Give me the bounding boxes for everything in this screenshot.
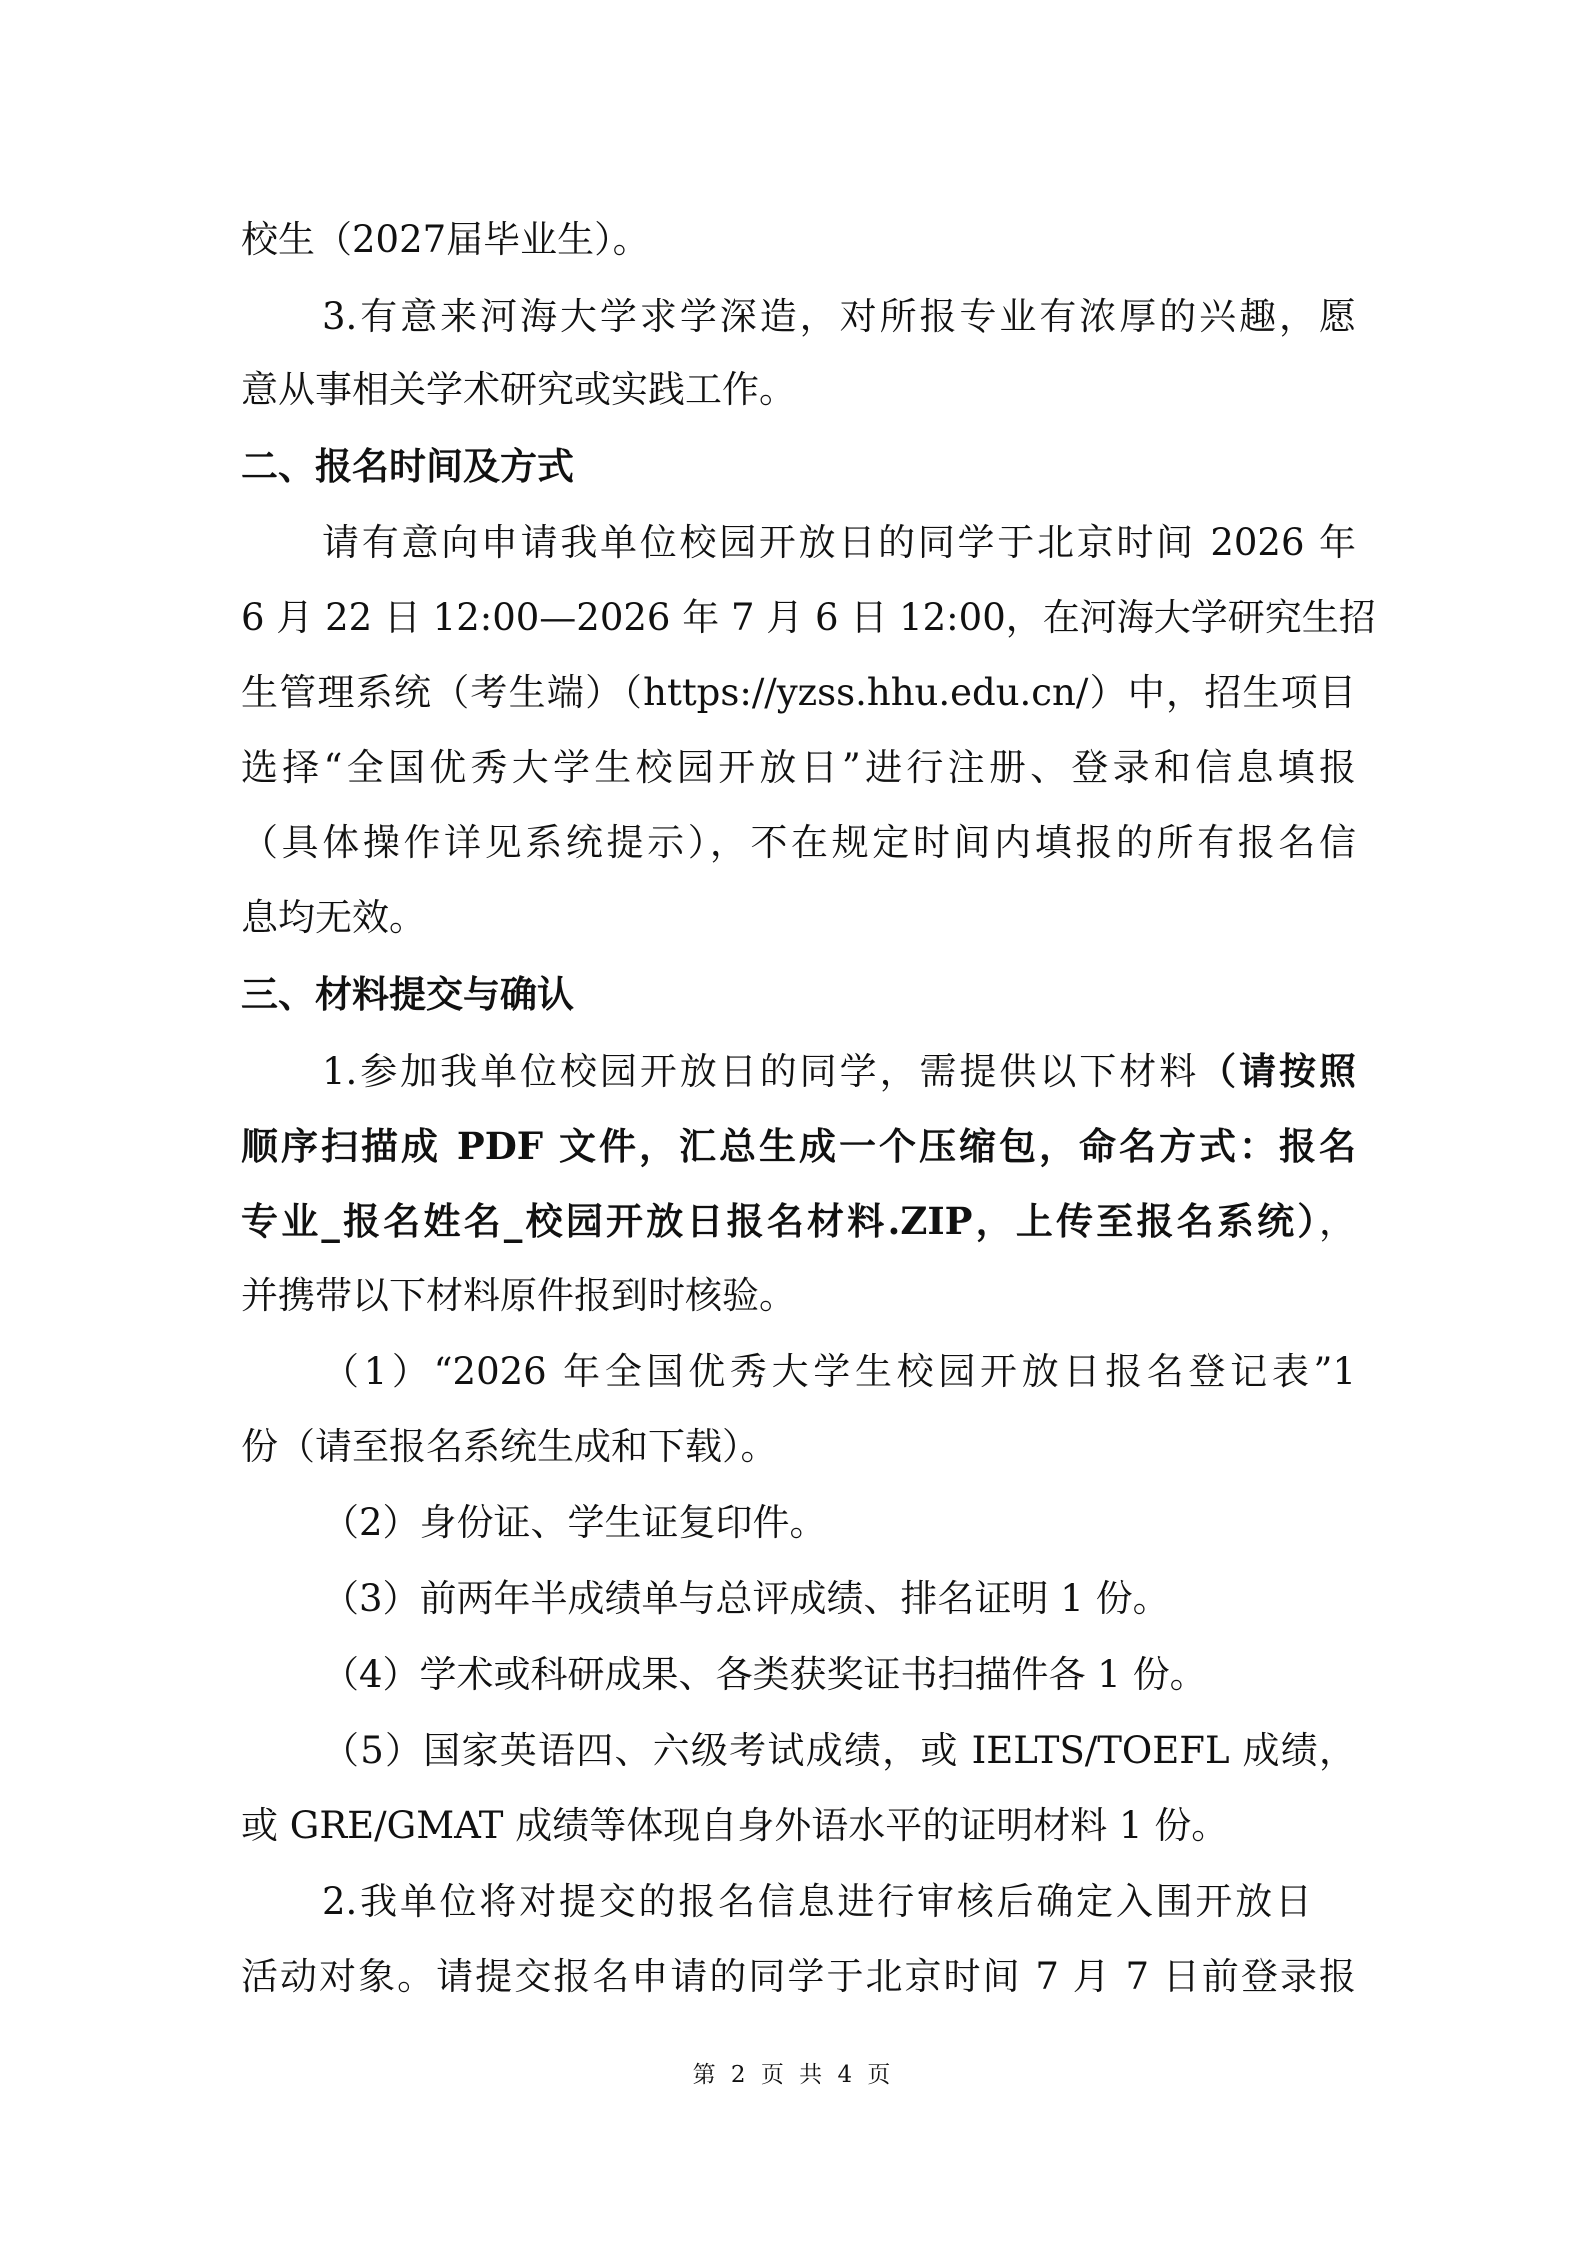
- body-text: 1.参加我单位校园开放日的同学，需提供以下材料: [322, 1050, 1200, 1093]
- section-heading-materials: 三、材料提交与确认: [241, 972, 574, 1016]
- material-item-1: （1）“2026 年全国优秀大学生校园开放日报名登记表”1: [322, 1350, 1356, 1393]
- page-footer: 第 2 页 共 4 页: [692, 2062, 895, 2088]
- body-text: ，: [1319, 1200, 1356, 1243]
- body-line: 请有意向申请我单位校园开放日的同学于北京时间 2026 年: [322, 521, 1356, 564]
- bold-instruction: 顺序扫描成 PDF 文件，汇总生成一个压缩包，命名方式：报名: [241, 1124, 1356, 1168]
- body-line: 息均无效。: [241, 896, 426, 939]
- section-heading-registration: 二、报名时间及方式: [241, 444, 574, 488]
- material-item-4: （4）学术或科研成果、各类获奖证书扫描件各 1 份。: [322, 1653, 1207, 1696]
- body-line: 6 月 22 日 12:00—2026 年 7 月 6 日 12:00，在河海大学研究生招: [241, 596, 1376, 639]
- materials-naming-line: [241, 1196, 1356, 1247]
- material-item-2: （2）身份证、学生证复印件。: [322, 1501, 827, 1544]
- body-line: 并携带以下材料原件报到时核验。: [241, 1274, 796, 1317]
- body-line: 校生（2027届毕业生）。: [241, 218, 650, 261]
- requirement-3: 3.有意来河海大学求学深造，对所报专业有浓厚的兴趣，愿: [322, 295, 1356, 338]
- material-item-3: （3）前两年半成绩单与总评成绩、排名证明 1 份。: [322, 1577, 1170, 1620]
- bold-instruction: （请按照: [1199, 1049, 1356, 1093]
- body-line: 生管理系统（考生端）（https://yzss.hhu.edu.cn/）中，招生项目: [241, 671, 1356, 714]
- body-line: 活动对象。请提交报名申请的同学于北京时间 7 月 7 日前登录报: [241, 1955, 1356, 1998]
- body-line: （具体操作详见系统提示），不在规定时间内填报的所有报名信: [241, 821, 1356, 864]
- body-line: 选择“全国优秀大学生校园开放日”进行注册、登录和信息填报: [241, 746, 1356, 789]
- materials-intro-line: [322, 1046, 1356, 1097]
- material-item-5: （5）国家英语四、六级考试成绩，或 IELTS/TOEFL 成绩，: [322, 1729, 1356, 1772]
- body-line: 或 GRE/GMAT 成绩等体现自身外语水平的证明材料 1 份。: [241, 1804, 1229, 1847]
- body-line: 份（请至报名系统生成和下载）。: [241, 1425, 778, 1468]
- review-paragraph: 2.我单位将对提交的报名信息进行审核后确定入围开放日: [322, 1880, 1312, 1923]
- body-line: 意从事相关学术研究或实践工作。: [241, 368, 796, 411]
- bold-instruction: 专业_报名姓名_校园开放日报名材料.ZIP，上传至报名系统）: [241, 1199, 1319, 1243]
